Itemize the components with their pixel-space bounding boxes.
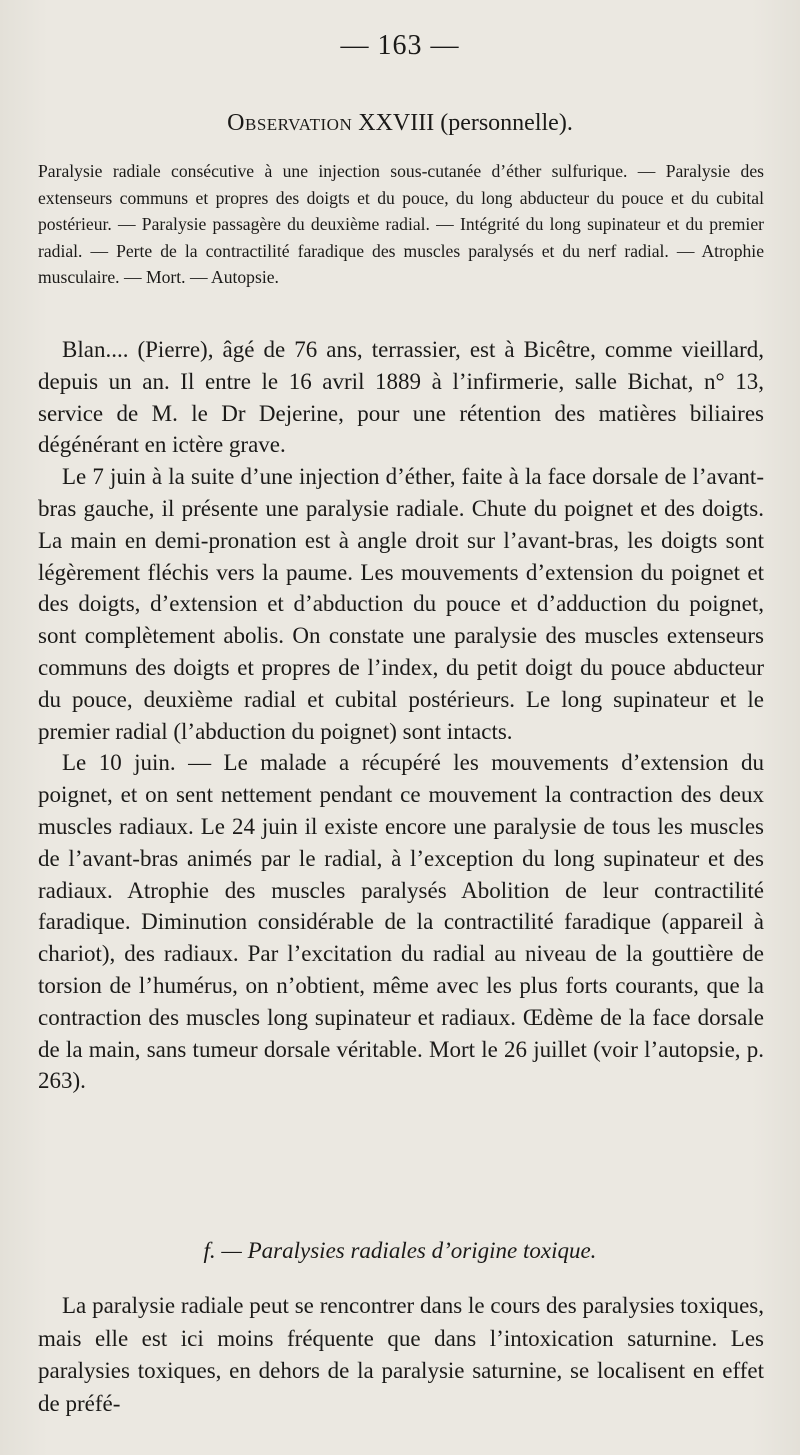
page-number: — 163 — — [340, 30, 460, 61]
summary-text: Paralysie radiale consécutive à une injection sous-cutanée d’éther sulfurique. — Paralysie des extenseurs communs et propres des doigts et du pouce, du long abducteur du pouce et du cubital postérieur. — Paralysie passagère du deuxième radial. — Intégrité du long supinateur et du premier radial. — Perte de la contractilité faradique des muscles paralysés et du nerf radial. — Atrophie musculaire. — Mort. — Autopsie. — [38, 161, 764, 287]
section-heading: f. — Paralysies radiales d’origine toxique. — [203, 1238, 597, 1263]
paragraph-3: Le 10 juin. — Le malade a récupéré les mouvements d’extension du poignet, et on sent nettement pendant ce mouvement la contraction des deux muscles radiaux. Le 24 juin il existe encore une paralysie de tous les muscles de l’avant-bras animés par le radial, à l’exception du long supinateur et des radiaux. Atrophie des muscles paralysés Abolition de leur contractilité faradique. Diminution considérable de la contractilité faradique (appareil à chariot), des radiaux. Par l’excitation du radial au niveau de la gouttière de torsion de l’humérus, on n’obtient, même avec les plus forts courants, que la contraction des muscles long supinateur et radiaux. Œdème de la face dorsale de la main, sans tumeur dorsale véritable. Mort le 26 juillet (voir l’autopsie, p. 263). — [38, 750, 764, 1094]
paragraph-2: Le 7 juin à la suite d’une injection d’éther, faite à la face dorsale de l’avant-bras gauche, il présente une paralysie radiale. Chute du poignet et des doigts. La main en demi-pronation est à angle droit sur l’avant-bras, les doigts sont légèrement fléchis vers la paume. Les mouvements d’extension du poignet et des doigts, d’extension et d’abduction du pouce et d’adduction du poignet, sont complètement abolis. On constate une paralysie des muscles extenseurs communs des doigts et propres de l’index, du petit doigt du pouce abducteur du pouce, deuxième radial et cubital postérieurs. Le long supinateur et le premier radial (l’abduction du poignet) sont intacts. — [38, 464, 764, 744]
observation-summary — [38, 158, 764, 291]
section-body — [38, 1290, 764, 1420]
observation-title — [0, 110, 800, 137]
paragraph-1: Blan.... (Pierre), âgé de 76 ans, terrassier, est à Bicêtre, comme vieillard, depuis un an. Il entre le 16 avril 1889 à l’infirmerie, salle Bichat, n° 13, service de M. le Dr Dejerine, pour une rétention des matières biliaires dégénérant en ictère grave. — [38, 337, 764, 458]
observation-number: XXVIII (personnelle). — [358, 110, 573, 136]
section-paragraph: La paralysie radiale peut se rencontrer dans le cours des paralysies toxiques, mais elle est ici moins fréquente que dans l’intoxication saturnine. Les paralysies toxiques, en dehors de la paralysie saturnine, se localisent en effet de préfé- — [38, 1293, 764, 1416]
observation-body — [38, 334, 764, 1097]
observation-label: Observation — [227, 110, 353, 136]
